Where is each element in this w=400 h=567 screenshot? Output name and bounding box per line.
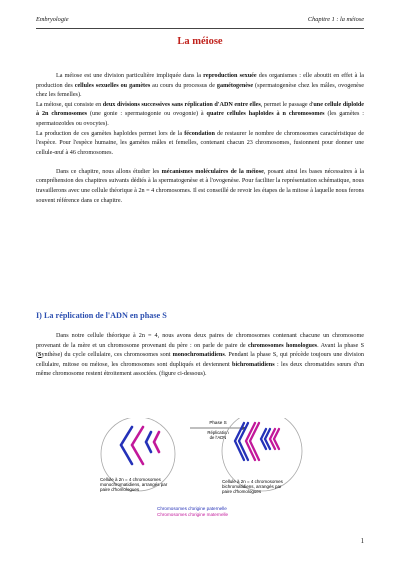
left-paternal-chromosome-short [146, 432, 151, 452]
legend-paternal: Chromosomes d'origine paternelle [157, 506, 227, 511]
left-chromosomes [121, 427, 159, 464]
right-caption-line-3: paire d'homologues [222, 489, 262, 494]
right-chromosomes [235, 423, 279, 460]
arrow-label-bottom-2: de l'ADN [209, 435, 227, 440]
page-title: La méiose [177, 36, 223, 47]
intro-paragraph-3: La production de ces gamètes haploïdes permet lors de la fécondation de restaurer le nombre de chromosomes caractéristique de l'espèce. Pour l'espèce humaine, les gamètes mâles et femelles, contenant chacun 23 chromosomes, fusionnent pour donner une cellule-œuf à 46 chromosomes. [36, 130, 364, 156]
intro-text [36, 72, 364, 206]
left-maternal-chromosome-long [132, 427, 143, 464]
intro-paragraph-4: Dans ce chapitre, nous allons étudier les mécanismes moléculaires de la méiose, posant ainsi les bases nécessaires à la compréhension des chapitres suivants dédiés à la spermatogenèse et à l'ovogenèse. Pour faciliter la représentation schématique, nous travaillerons avec une cellule théorique à 2n = 4 chromosomes. Il est conseillé de revoir les étapes de la mitose à laquelle nous ferons souvent référence dans ce chapitre. [36, 168, 364, 204]
header-rule [36, 28, 364, 29]
left-caption [100, 477, 168, 492]
arrow-label-top: Phase S [209, 420, 227, 425]
header-right: Chapitre 1 : la méiose [307, 16, 364, 23]
replication-figure [0, 418, 400, 523]
left-maternal-chromosome-short [154, 432, 159, 452]
section-heading: I) La réplication de l'ADN en phase S [36, 311, 167, 320]
intro-paragraph-1: La méiose est une division particulière impliquée dans la reproduction sexuée des organismes : elle aboutit en effet à la production des cellules sexuelles ou gamètes au cours du processus de gamétogenèse (spermatogenèse chez les mâles, ovogenèse chez les femelles). [36, 73, 365, 99]
page-header [36, 16, 364, 23]
intro-paragraph-2: La méiose, qui consiste en deux divisions successives sans réplication d'ADN entre elles, permet le passage d'une cellule diploïde à 2n chromosomes (une gonie : spermatogonie ou ovogonie) à quatre cellules haploïdes à n chromosomes (les gamètes : spermatozoïdes ou ovocytes). [36, 101, 364, 127]
right-caption-line-2: bichromatidiens, arrangés par [222, 484, 282, 489]
left-caption-line-1: Cellule à 2n = 4 chromosomes [100, 477, 161, 482]
left-paternal-chromosome-long [121, 427, 132, 464]
legend-maternal: Chromosomes d'origine maternelle [157, 512, 229, 517]
page-number: 1 [360, 538, 364, 545]
section-paragraph: Dans notre cellule théorique à 2n = 4, nous avons deux paires de chromosomes contenant chacune un chromosome provenant de la mère et un chromosome provenant du père : on parle de paire de chromosomes homologues. Avant la phase S (Synthèse) du cycle cellulaire, ces chromosomes sont monochromatidiens. Pendant la phase S, qui précède toujours une division cellulaire, mitose ou méiose, les chromosomes sont dupliqués et deviennent bichromatidiens : les deux chromatides sœurs d'un même chromosome restent étroitement associées. (figure ci-dessous). [36, 333, 364, 378]
left-caption-line-2: monochromatidiens, arrangés par [100, 482, 168, 487]
right-caption [222, 479, 284, 494]
header-left: Embryologie [36, 16, 69, 23]
right-caption-line-1: Cellule à 2n = 4 chromosomes [222, 479, 283, 484]
arrow-label-bottom-1: Réplication [207, 430, 229, 435]
section-text [36, 332, 364, 380]
left-caption-line-3: paire d'homologues [100, 487, 140, 492]
